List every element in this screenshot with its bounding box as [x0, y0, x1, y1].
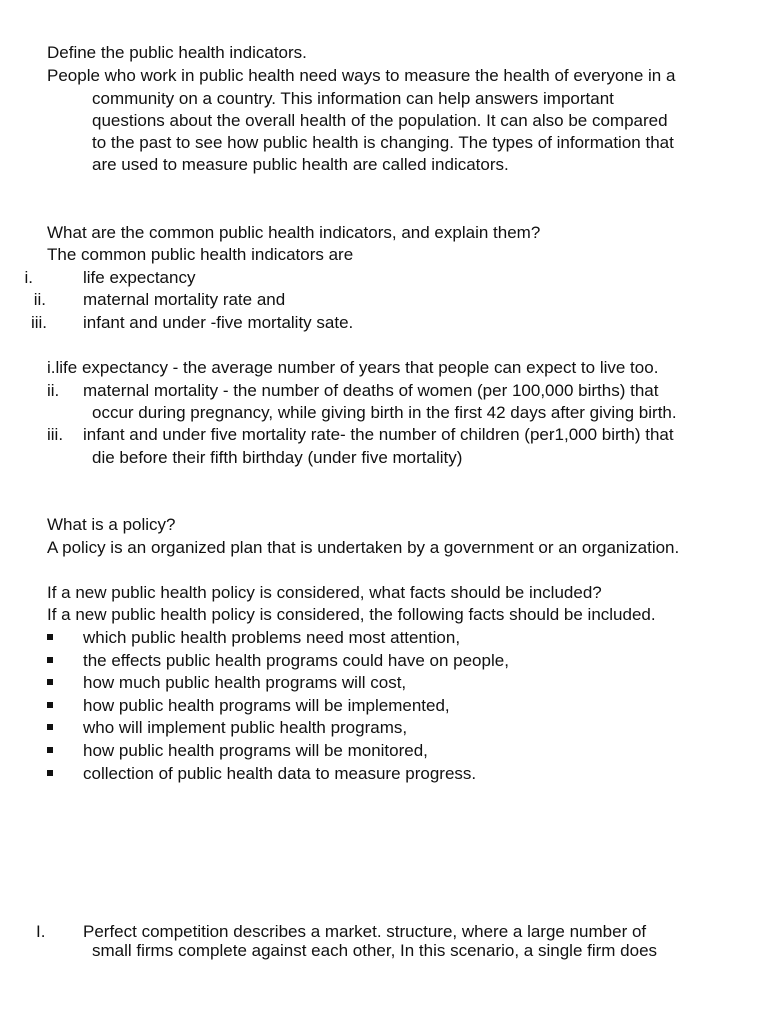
- question-policy: What is a policy?: [47, 515, 176, 534]
- policy-facts-intro: If a new public health policy is considered, the following facts should be included.: [47, 605, 656, 624]
- list-intro: The common public health indicators are: [47, 245, 354, 264]
- answer-line: are used to measure public health are called indicators.: [92, 155, 509, 174]
- explanation-maternal-mortality-cont: occur during pregnancy, while giving birth in the first 42 days after giving birth.: [92, 403, 677, 422]
- perfect-competition-text-cont: small firms complete against each other, In this scenario, a single firm does: [92, 941, 658, 960]
- question-common-indicators: What are the common public health indicators, and explain them?: [47, 223, 541, 242]
- square-bullet-icon: [47, 724, 53, 730]
- explanation-infant-mortality: infant and under five mortality rate- the number of children (per1,000 birth) that: [83, 425, 674, 444]
- list-item: life expectancy: [83, 268, 196, 287]
- bullet-item: how public health programs will be implemented,: [83, 696, 450, 715]
- list-item: maternal mortality rate and: [83, 290, 286, 309]
- answer-line: People who work in public health need ways to measure the health of everyone in a: [47, 66, 676, 85]
- list-marker: ii.: [33, 290, 46, 309]
- square-bullet-icon: [47, 747, 53, 753]
- bullet-item: who will implement public health programs,: [83, 718, 408, 737]
- square-bullet-icon: [47, 679, 53, 685]
- square-bullet-icon: [47, 702, 53, 708]
- explanation-life-expectancy: i.life expectancy - the average number of years that people can expect to live too.: [47, 358, 659, 377]
- bullet-item: how public health programs will be monitored,: [83, 741, 428, 760]
- square-bullet-icon: [47, 657, 53, 663]
- square-bullet-icon: [47, 634, 53, 640]
- answer-policy: A policy is an organized plan that is undertaken by a government or an organization.: [47, 538, 680, 557]
- list-marker: ii.: [47, 381, 60, 400]
- list-marker: iii.: [47, 425, 64, 444]
- square-bullet-icon: [47, 770, 53, 776]
- bullet-item: the effects public health programs could have on people,: [83, 651, 509, 670]
- perfect-competition-text: Perfect competition describes a market. structure, where a large number of: [83, 922, 647, 941]
- bullet-item: collection of public health data to measure progress.: [83, 764, 477, 783]
- list-item: infant and under -five mortality sate.: [83, 313, 354, 332]
- question-policy-facts: If a new public health policy is considered, what facts should be included?: [47, 583, 602, 602]
- list-marker: i.: [24, 268, 33, 287]
- answer-line: community on a country. This information can help answers important: [92, 89, 614, 108]
- explanation-infant-mortality-cont: die before their fifth birthday (under five mortality): [92, 448, 463, 467]
- answer-line: to the past to see how public health is changing. The types of information that: [92, 133, 674, 152]
- list-marker: I.: [36, 922, 46, 941]
- answer-line: questions about the overall health of the population. It can also be compared: [92, 111, 668, 130]
- list-marker: iii.: [30, 313, 47, 332]
- bullet-item: how much public health programs will cost,: [83, 673, 407, 692]
- bullet-item: which public health problems need most attention,: [83, 628, 461, 647]
- question-define-indicators: Define the public health indicators.: [47, 43, 307, 62]
- explanation-maternal-mortality: maternal mortality - the number of deaths of women (per 100,000 births) that: [83, 381, 659, 400]
